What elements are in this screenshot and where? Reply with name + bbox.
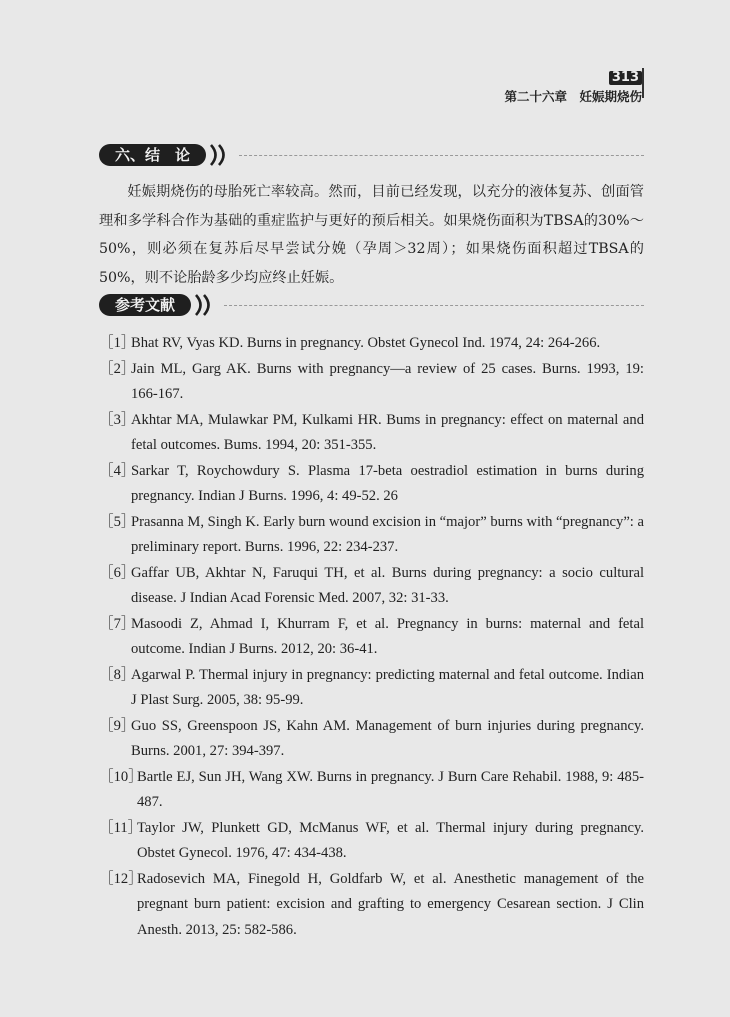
header-divider [642, 68, 644, 98]
conclusion-heading-bar [99, 142, 644, 168]
reference-number: ［12］ [99, 870, 143, 887]
reference-number: ［7］ [99, 615, 136, 632]
reference-item [99, 459, 644, 510]
reference-item [99, 765, 644, 816]
reference-item [99, 331, 644, 357]
reference-text: Agarwal P. Thermal injury in pregnancy: predicting maternal and fetal outcome. Indian J Plast Surg. 2005, 38: 95-99. [131, 666, 644, 708]
references-heading-bar [99, 292, 644, 318]
reference-text: Bhat RV, Vyas KD. Burns in pregnancy. Obstet Gynecol Ind. 1974, 24: 264-266. [131, 335, 601, 351]
reference-item [99, 510, 644, 561]
reference-number: ［11］ [99, 819, 143, 836]
reference-number: ［2］ [99, 360, 136, 377]
reference-number: ［9］ [99, 717, 136, 734]
reference-text: Prasanna M, Singh K. Early burn wound excision in “major” burns with “pregnancy”: a preliminary report. Burns. 1996, 22: 234-237. [131, 513, 644, 555]
reference-item [99, 561, 644, 612]
reference-text: Jain ML, Garg AK. Burns with pregnancy—a review of 25 cases. Burns. 1993, 19: 166-167. [131, 360, 644, 402]
reference-item [99, 357, 644, 408]
reference-text: Guo SS, Greenspoon JS, Kahn AM. Management of burn injuries during pregnancy. Burns. 2001, 27: 394-397. [131, 717, 644, 759]
reference-number: ［6］ [99, 564, 136, 581]
references-heading: 参考文献 [99, 294, 191, 316]
reference-item [99, 612, 644, 663]
running-head: 第二十六章 妊娠期烧伤 [504, 89, 642, 104]
reference-text: Akhtar MA, Mulawkar PM, Kulkami HR. Bums in pregnancy: effect on maternal and fetal outcomes. Bums. 1994, 20: 351-355. [131, 411, 644, 453]
reference-number: ［4］ [99, 462, 136, 479]
reference-number: ［3］ [99, 411, 136, 428]
double-chevron-icon [192, 292, 218, 318]
reference-number: ［1］ [99, 335, 136, 351]
reference-item [99, 867, 644, 944]
reference-text: Masoodi Z, Ahmad I, Khurram F, et al. Pregnancy in burns: maternal and fetal outcome. Indian J Burns. 2012, 20: 36-41. [131, 615, 644, 657]
heading-divider [224, 305, 644, 306]
reference-list [99, 331, 644, 943]
reference-number: ［10］ [99, 768, 143, 785]
reference-text: Taylor JW, Plunkett GD, McManus WF, et al. Thermal injury during pregnancy. Obstet Gynecol. 1976, 47: 434-438. [137, 819, 644, 861]
double-chevron-icon [207, 142, 233, 168]
reference-item [99, 663, 644, 714]
reference-text: Radosevich MA, Finegold H, Goldfarb W, et al. Anesthetic management of the pregnant burn patient: excision and grafting to emergency Cesarean section. J Clin Anesth. 2013, 25: 582-586. [137, 870, 644, 938]
reference-item [99, 408, 644, 459]
reference-item [99, 714, 644, 765]
reference-text: Bartle EJ, Sun JH, Wang XW. Burns in pregnancy. J Burn Care Rehabil. 1988, 9: 485-487. [137, 768, 644, 810]
conclusion-heading: 六、结 论 [99, 144, 206, 166]
heading-divider [239, 155, 644, 156]
page-number: 313 [609, 71, 642, 85]
reference-number: ［5］ [99, 513, 136, 530]
reference-text: Sarkar T, Roychowdury S. Plasma 17-beta oestradiol estimation in burns during pregnancy. Indian J Burns. 1996, 4: 49-52. 26 [131, 462, 644, 504]
reference-item [99, 816, 644, 867]
reference-text: Gaffar UB, Akhtar N, Faruqui TH, et al. Burns during pregnancy: a socio cultural disease. J Indian Acad Forensic Med. 2007, 32: 31-33. [131, 564, 644, 606]
reference-number: ［8］ [99, 666, 136, 683]
page-header [504, 66, 642, 105]
conclusion-paragraph: 妊娠期烧伤的母胎死亡率较高。然而，目前已经发现，以充分的液体复苏、创面管理和多学科合作为基础的重症监护与更好的预后相关。如果烧伤面积为TBSA的30%～50%，则必须在复苏后尽早尝试分娩（孕周＞32周）；如果烧伤面积超过TBSA的50%，则不论胎龄多少均应终止妊娠。 [99, 184, 644, 286]
